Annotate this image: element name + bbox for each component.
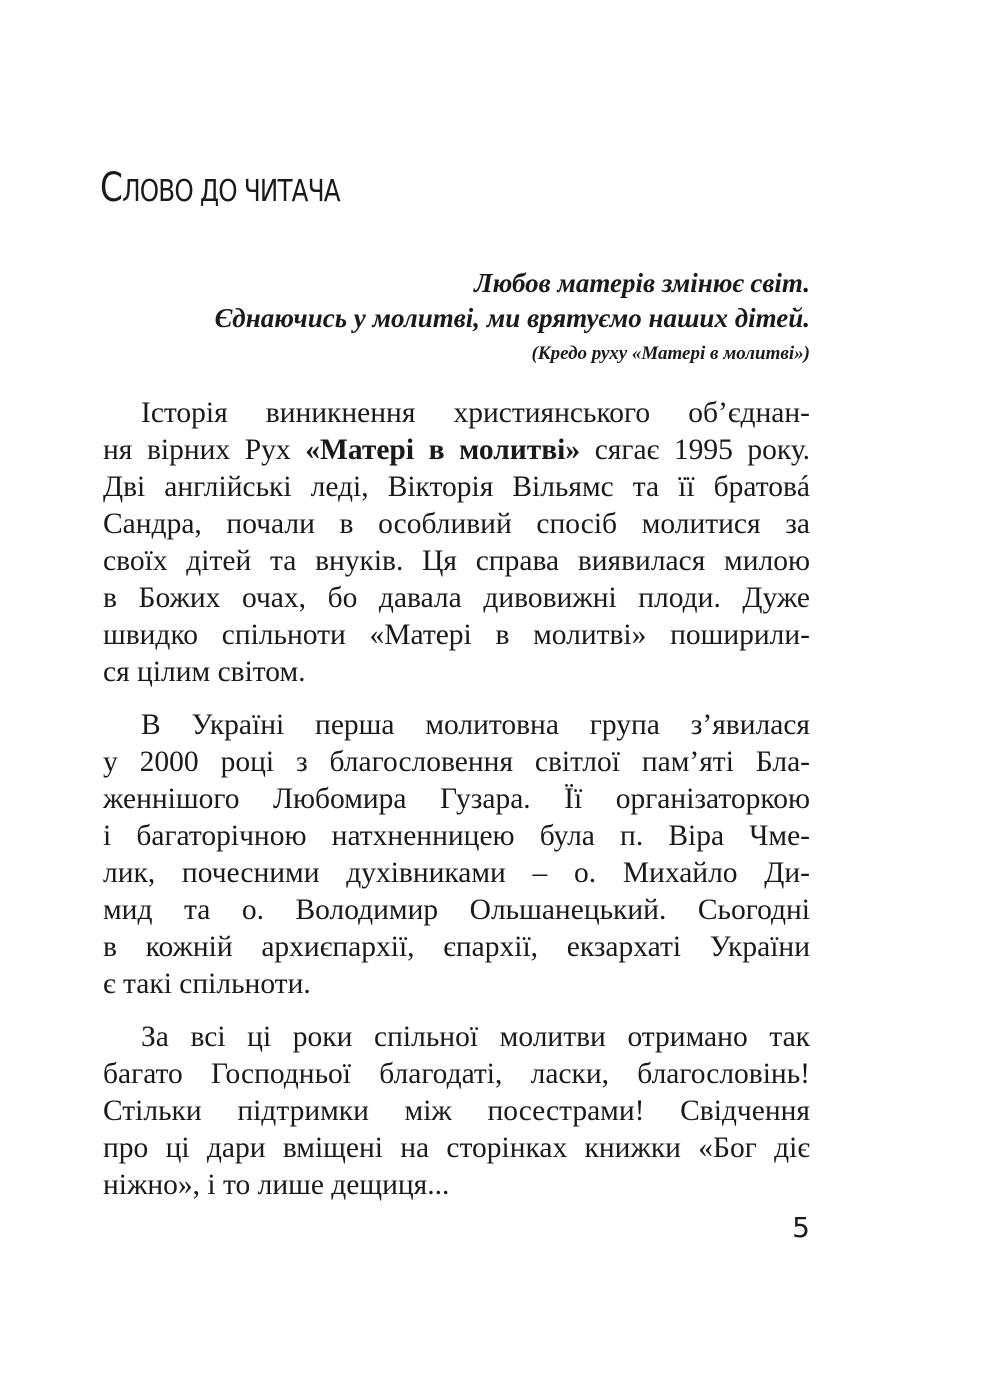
text-run: Дві англійські леді, Вікторія Вільямс та її братовá bbox=[103, 471, 810, 503]
text-run: у 2000 році з благословення світлої пам’яті Бла- bbox=[103, 746, 810, 778]
text-run: лик, почесними духівниками – о. Михайло Ди- bbox=[103, 857, 810, 889]
chapter-title-rest: ЛОВО ДО ЧИТАЧА bbox=[122, 174, 340, 209]
text-line bbox=[103, 781, 810, 818]
text-run: своїх дітей та внуків. Ця справа виявилася милою bbox=[103, 545, 810, 577]
text-run: мид та о. Володимир Ольшанецький. Сьогодні bbox=[103, 894, 810, 926]
text-run: швидко спільноти «Матері в молитві» поширили- bbox=[103, 619, 810, 651]
text-line bbox=[103, 1056, 810, 1093]
text-line bbox=[103, 855, 810, 892]
text-line bbox=[103, 1130, 810, 1167]
text-line bbox=[103, 432, 810, 469]
text-run: Історія виникнення християнського об’єднан- bbox=[141, 397, 810, 429]
text-run: женнішого Любомира Гузара. Її організаторкою bbox=[103, 783, 810, 815]
chapter-title-initial: С bbox=[100, 165, 123, 211]
text-line bbox=[103, 892, 810, 929]
paragraph-3 bbox=[103, 1019, 810, 1204]
text-run: ня вірних Рух bbox=[103, 434, 306, 466]
text-line bbox=[103, 1019, 810, 1056]
body-text bbox=[103, 395, 810, 1220]
text-run: і багаторічною натхненницею була п. Віра Чме- bbox=[103, 820, 810, 852]
text-line bbox=[103, 580, 810, 617]
text-line bbox=[103, 929, 810, 966]
text-line bbox=[103, 469, 810, 506]
text-line bbox=[103, 744, 810, 781]
paragraph-1 bbox=[103, 395, 810, 691]
movement-name-bold: «Матері в молитві» bbox=[305, 434, 581, 466]
text-line bbox=[103, 707, 810, 744]
text-run: Стільки підтримки між посестрами! Свідчення bbox=[103, 1095, 810, 1127]
text-run: За всі ці роки спільної молитви отримано так bbox=[141, 1021, 810, 1053]
text-run: в кожній архиєпархії, єпархії, екзархаті України bbox=[103, 931, 810, 963]
text-line bbox=[103, 966, 810, 1003]
text-line bbox=[103, 1167, 810, 1204]
epigraph-source: (Кредо руху «Матері в молитві») bbox=[531, 343, 810, 364]
text-run: сягає 1995 року. bbox=[580, 434, 811, 466]
text-line bbox=[103, 543, 810, 580]
text-run: В Україні перша молитовна група з’явилася bbox=[141, 709, 810, 741]
text-run: в Божих очах, бо давала дивовижні плоди. Дуже bbox=[103, 582, 810, 614]
text-line bbox=[103, 1093, 810, 1130]
text-run: ся цілим світом. bbox=[103, 656, 306, 688]
text-line bbox=[103, 395, 810, 432]
epigraph bbox=[215, 266, 810, 368]
page-number: 5 bbox=[792, 1211, 810, 1244]
text-run: багато Господньої благодаті, ласки, благословінь! bbox=[103, 1058, 810, 1090]
text-run: Сандра, почали в особливий спосіб молитися за bbox=[103, 508, 810, 540]
text-line bbox=[103, 617, 810, 654]
epigraph-line-1: Любов матерів змінює світ. bbox=[474, 268, 810, 298]
text-line bbox=[103, 818, 810, 855]
text-run: ніжно», і то лише дещиця... bbox=[103, 1169, 450, 1201]
chapter-title bbox=[100, 158, 340, 222]
epigraph-line-2: Єднаючись у молитві, ми врятуємо наших дітей. bbox=[214, 303, 810, 333]
text-line bbox=[103, 506, 810, 543]
text-run: про ці дари вміщені на сторінках книжки «Бог діє bbox=[103, 1132, 810, 1164]
paragraph-2 bbox=[103, 707, 810, 1003]
text-line bbox=[103, 654, 810, 691]
text-run: є такі спільноти. bbox=[103, 968, 311, 1000]
